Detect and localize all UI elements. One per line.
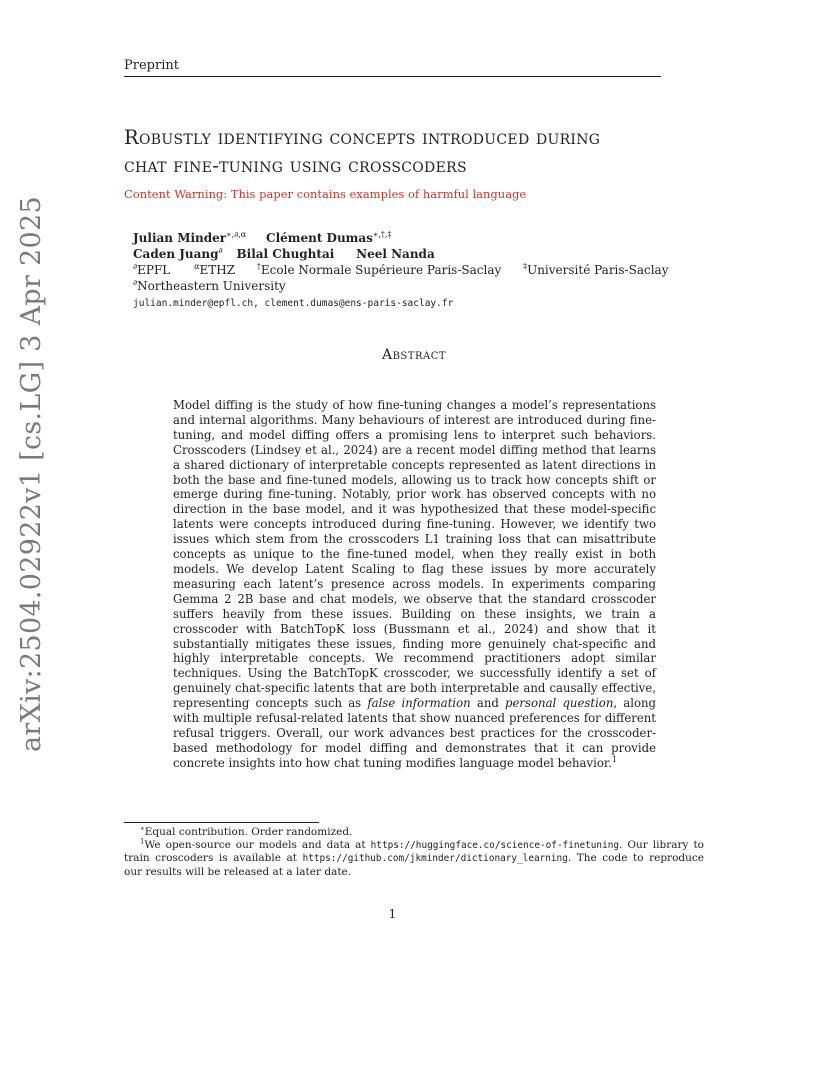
affiliation: Université Paris-Saclay xyxy=(527,263,669,277)
header-label: Preprint xyxy=(124,58,179,73)
footnote-text: Equal contribution. Order randomized. xyxy=(144,826,353,838)
footnote-2 xyxy=(124,839,704,879)
author-row-1 xyxy=(133,230,668,246)
aff-mark: † xyxy=(256,262,261,271)
author-name: Caden Juang xyxy=(133,247,219,261)
paper-title xyxy=(124,124,724,180)
abstract-text: Model diffing is the study of how fine-tuning changes a model’s representations and internal algorithms. Many behaviours of interest are introduced during fine-tuning, and model diffing offers a promising lens to interpret such behaviors. Crosscoders (Lindsey et al., 2024) are a recent model diffing method that learns a shared dictionary of interpretable concepts represented as latent directions in both the base and fine-tuned models, allowing us to track how concepts shift or emerge during fine-tuning. Notably, prior work has observed concepts with no direction in the base model, and it was hypothesized that these model-specific latents were concepts introduced during fine-tuning. However, we identify two issues which stem from the crosscoders L1 training loss that can misattribute concepts as unique to the fine-tuned model, when they really exist in both models. We develop Latent Scaling to flag these issues by more accurately measuring each latent’s presence across models. In experiments comparing Gemma 2 2B base and chat models, we observe that the standard crosscoder suffers heavily from these issues. Building on these insights, we train a crosscoder with BatchTopK loss (Bussmann et al., 2024) and show that it substantially mitigates these issues, finding more genuinely chat-specific and highly interpretable concepts. We recommend practitioners adopt similar techniques. Using the BatchTopK crosscoder, we successfully identify a set of genuinely chat-specific latents that are both interpretable and causally effective, representing concepts such as xyxy=(173,398,656,711)
github-link[interactable]: https://github.com/jkminder/dictionary_learning xyxy=(302,853,568,865)
aff-mark: ‡ xyxy=(523,262,528,271)
abstract-italic: false information xyxy=(367,696,471,711)
running-header xyxy=(124,54,661,77)
author-row-2 xyxy=(133,246,668,262)
author-name: Julian Minder xyxy=(133,231,227,245)
affiliation: Ecole Normale Supérieure Paris-Saclay xyxy=(260,263,502,277)
author-name: Clément Dumas xyxy=(266,231,373,245)
author-marks: ∗,†,‡ xyxy=(372,230,392,239)
footnote-mark: 1 xyxy=(140,837,145,846)
footnote-marker: 1 xyxy=(611,754,618,764)
page-number: 1 xyxy=(388,907,397,921)
footnote-text: . The code to reproduce our results will be released at a later date. xyxy=(124,852,704,878)
title-line-2: chat fine-tuning using crosscoders xyxy=(124,154,467,177)
aff-mark: ∂ xyxy=(133,278,138,287)
author-name: Neel Nanda xyxy=(356,247,435,261)
affiliation: EPFL xyxy=(137,263,171,277)
affiliation: ETHZ xyxy=(199,263,236,277)
footnote-rule xyxy=(124,822,319,823)
abstract-text: , along with multiple refusal-related latents that show nuanced preferences for different refusal triggers. Overall, our work advances best practices for the crosscoder-based methodology for model diffing and demonstrates that it can provide concrete insights into how chat tuning modifies language model behavior. xyxy=(173,696,657,770)
footnote-1 xyxy=(124,826,704,839)
abstract-italic: personal question xyxy=(505,696,614,711)
abstract-heading: Abstract xyxy=(381,347,447,363)
content-warning: Content Warning: This paper contains examples of harmful language xyxy=(124,187,527,201)
aff-mark: ∂ xyxy=(133,262,138,271)
affiliations-line-1 xyxy=(133,262,668,278)
author-block xyxy=(133,230,668,312)
footnotes xyxy=(124,826,704,879)
title-line-1: Robustly identifying concepts introduced during xyxy=(124,126,601,149)
affiliations-line-2 xyxy=(133,278,668,294)
author-name: Bilal Chughtai xyxy=(236,247,335,261)
footnote-mark: ∗ xyxy=(140,824,145,833)
author-marks: ∗,∂,α xyxy=(226,230,247,239)
footnote-text: . Our library to train croscoders is available at xyxy=(124,839,705,865)
huggingface-link[interactable]: https://huggingface.co/science-of-finetuning xyxy=(370,840,620,852)
abstract-body xyxy=(173,398,656,771)
aff-mark: α xyxy=(194,262,200,271)
author-emails: julian.minder@epfl.ch, clement.dumas@ens-paris-saclay.fr xyxy=(133,298,454,309)
author-marks: ∂ xyxy=(218,246,223,255)
arxiv-identifier: arXiv:2504.02922v1 [cs.LG] 3 Apr 2025 xyxy=(16,196,47,752)
footnote-text: We open-source our models and data at xyxy=(144,839,371,852)
affiliation: Northeastern University xyxy=(137,279,286,293)
abstract-text: and xyxy=(470,696,506,711)
